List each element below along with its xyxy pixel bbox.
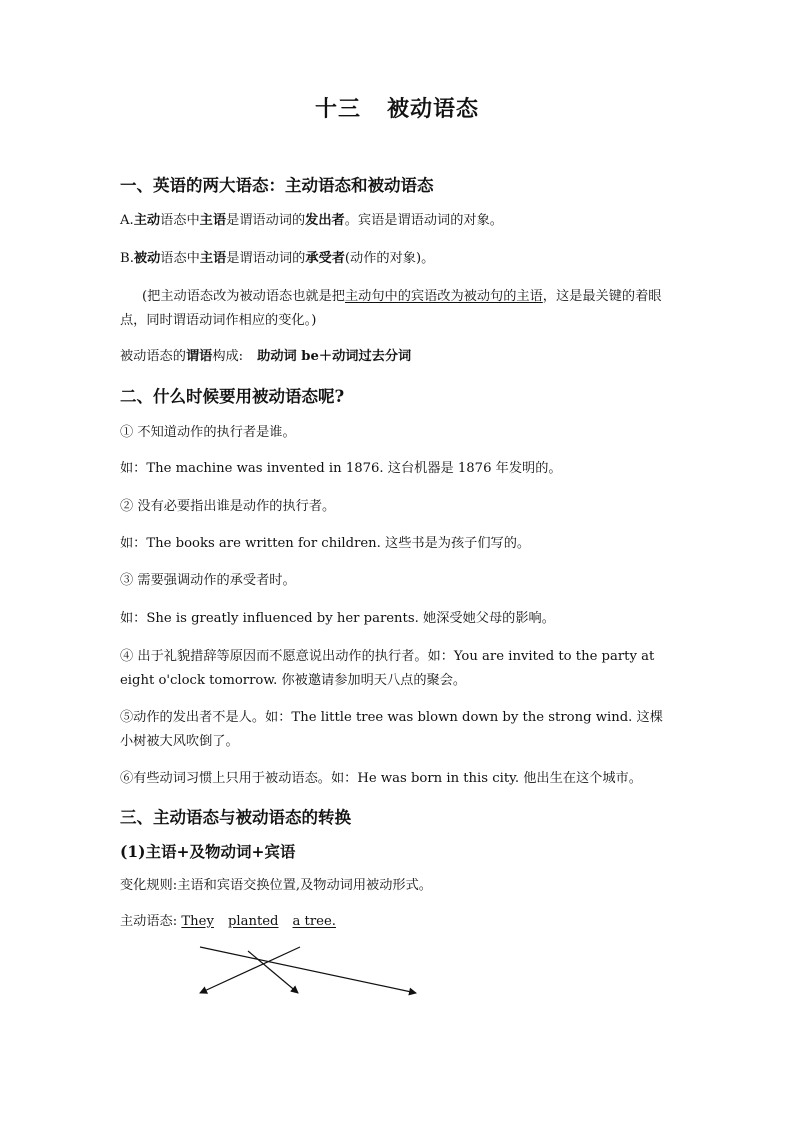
- active-example: 主动语态: They planted a tree.: [120, 914, 336, 929]
- title-text: 被动语态: [387, 96, 480, 122]
- title-number: 十三: [314, 96, 361, 122]
- page-title: [0, 92, 794, 123]
- section3-heading: 三、主动语态与被动语态的转换: [120, 808, 351, 827]
- section1-heading: 一、英语的两大语态：主动语态和被动语态: [120, 176, 434, 195]
- section2-heading: 二、什么时候要用被动语态呢?: [120, 387, 345, 406]
- example-subject: They: [181, 914, 214, 929]
- list-item: ⑥有些动词习惯上只用于被动语态。如：He was born in this city. 他出生在这个城市。: [120, 771, 642, 786]
- example-verb: planted: [227, 914, 279, 929]
- list-item: ⑤动作的发出者不是人。如：The little tree was blown down by the strong wind. 这棵小树被大风吹倒了。: [120, 710, 663, 749]
- list-item: 如：She is greatly influenced by her parents. 她深受她父母的影响。: [120, 611, 555, 626]
- swap-arrows-diagram: [190, 940, 430, 1005]
- list-item: ② 没有必要指出谁是动作的执行者。: [120, 499, 336, 514]
- passive-structure: 被动语态的谓语构成: 助动词 be＋动词过去分词: [120, 349, 412, 364]
- arrow-verb-down: [248, 951, 298, 993]
- arrow-subject-to-end: [200, 947, 416, 993]
- list-item: ① 不知道动作的执行者是谁。: [120, 425, 296, 440]
- list-item: ③ 需要强调动作的承受者时。: [120, 573, 296, 588]
- key-note: (把主动语态改为被动语态也就是把主动句中的宾语改为被动句的主语，这是最关键的着眼点，同时谓语动词作相应的变化。): [120, 289, 662, 328]
- example-object: a tree.: [292, 914, 336, 929]
- list-item: 如：The machine was invented in 1876. 这台机器是 1876 年发明的。: [120, 461, 562, 476]
- conversion-rule: 变化规则:主语和宾语交换位置,及物动词用被动形式。: [120, 878, 432, 893]
- line-b: B.被动语态中主语是谓语动词的承受者(动作的对象)。: [120, 251, 435, 266]
- list-item: ④ 出于礼貌措辞等原因而不愿意说出动作的执行者。如：You are invited to the party at eight o'clock tomorrow. 你被邀请参加明天八点的聚会。: [120, 649, 655, 688]
- section3-subheading: (1)主语+及物动词+宾语: [120, 842, 296, 861]
- list-item: 如：The books are written for children. 这些书是为孩子们写的。: [120, 536, 531, 551]
- arrow-object-to-start: [200, 947, 300, 993]
- line-a: A.主动语态中主语是谓语动词的发出者。宾语是谓语动词的对象。: [120, 213, 503, 228]
